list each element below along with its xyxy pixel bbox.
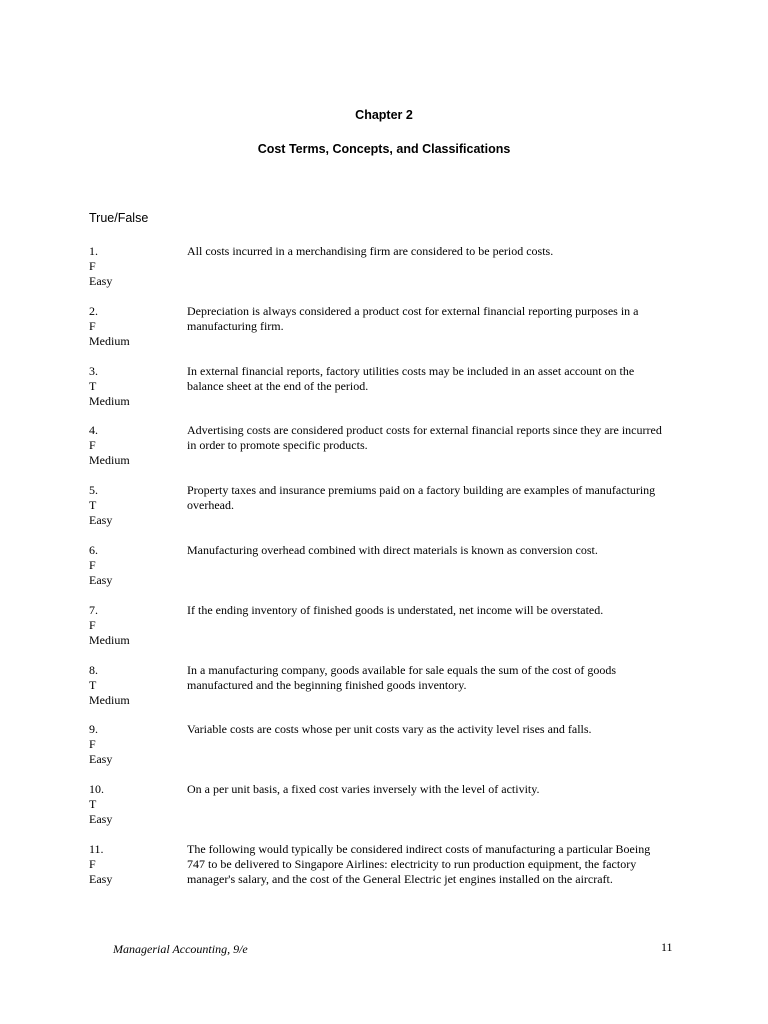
question-meta	[89, 244, 179, 289]
question-text: On a per unit basis, a fixed cost varies inversely with the level of activity.	[187, 782, 540, 797]
question-difficulty: Easy	[89, 513, 113, 528]
question-difficulty: Easy	[89, 812, 113, 827]
question-meta	[89, 722, 179, 767]
chapter-heading: Chapter 2	[355, 108, 413, 122]
question-difficulty: Medium	[89, 393, 130, 408]
question-number: 11.	[89, 841, 104, 856]
question-number: 2.	[89, 303, 98, 318]
question-number: 5.	[89, 483, 98, 498]
question-answer: F	[89, 259, 96, 273]
question-item	[89, 782, 689, 842]
question-meta	[89, 364, 179, 409]
question-number: 7.	[89, 602, 98, 617]
question-answer: T	[89, 498, 97, 513]
question-answer: F	[89, 856, 96, 871]
question-text: Variable costs are costs whose per unit costs vary as the activity level rises and falls.	[187, 722, 592, 737]
question-meta	[89, 543, 179, 588]
question-answer: T	[89, 677, 97, 692]
question-meta	[89, 663, 179, 708]
question-text: In a manufacturing company, goods available for sale equals the sum of the cost of goods manufactured and the beginning finished goods inventory.	[187, 662, 617, 692]
question-answer: F	[89, 737, 96, 752]
question-difficulty: Medium	[89, 692, 130, 707]
question-text: Advertising costs are considered product costs for external financial reports since they are incurred in order to promote specific products.	[187, 423, 662, 453]
question-meta	[89, 304, 179, 349]
question-difficulty: Medium	[89, 632, 130, 647]
question-difficulty: Medium	[89, 333, 130, 348]
question-item	[89, 423, 689, 483]
question-text: If the ending inventory of finished goods is understated, net income will be overstated.	[187, 602, 604, 617]
question-item	[89, 842, 689, 902]
section-heading: True/False	[89, 211, 149, 225]
question-text: Manufacturing overhead combined with direct materials is known as conversion cost.	[187, 542, 598, 557]
chapter-title: Cost Terms, Concepts, and Classifications	[257, 142, 511, 156]
question-answer: F	[89, 617, 96, 632]
question-meta	[89, 483, 179, 528]
question-text: In external financial reports, factory utilities costs may be included in an asset account on the balance sheet at the end of the period.	[187, 363, 635, 393]
question-item	[89, 483, 689, 543]
question-answer: F	[89, 557, 96, 572]
question-number: 1.	[89, 244, 98, 258]
question-number: 8.	[89, 662, 98, 677]
question-difficulty: Easy	[89, 752, 113, 767]
question-text: All costs incurred in a merchandising firm are considered to be period costs.	[187, 244, 554, 258]
question-meta	[89, 842, 179, 887]
question-difficulty: Medium	[89, 453, 130, 468]
question-item	[89, 722, 689, 782]
question-number: 6.	[89, 542, 98, 557]
question-item	[89, 663, 689, 723]
footer-book-title: Managerial Accounting, 9/e	[113, 942, 248, 956]
question-list	[89, 244, 689, 902]
question-text: Property taxes and insurance premiums paid on a factory building are examples of manufacturing overhead.	[187, 483, 656, 513]
question-meta	[89, 603, 179, 648]
question-answer: F	[89, 438, 96, 453]
question-meta	[89, 423, 179, 468]
question-number: 3.	[89, 363, 98, 378]
question-number: 9.	[89, 722, 98, 737]
question-item	[89, 304, 689, 364]
question-answer: T	[89, 378, 97, 393]
question-difficulty: Easy	[89, 871, 113, 886]
question-meta	[89, 782, 179, 827]
question-text: Depreciation is always considered a product cost for external financial reporting purposes in a manufacturing firm.	[187, 303, 639, 333]
question-answer: F	[89, 318, 96, 333]
question-difficulty: Easy	[89, 274, 113, 288]
question-number: 4.	[89, 423, 98, 438]
question-item	[89, 543, 689, 603]
question-item	[89, 364, 689, 424]
question-number: 10.	[89, 782, 104, 797]
question-item	[89, 244, 689, 304]
page-number: 11	[661, 940, 673, 954]
question-text: The following would typically be considered indirect costs of manufacturing a particular Boeing 747 to be delivered to Singapore Airlines: electricity to run production equipment, the factory manager's salary, and the cost of the General Electric jet engines installed on the aircraft.	[187, 841, 651, 886]
question-answer: T	[89, 797, 97, 812]
question-difficulty: Easy	[89, 572, 113, 587]
question-item	[89, 603, 689, 663]
